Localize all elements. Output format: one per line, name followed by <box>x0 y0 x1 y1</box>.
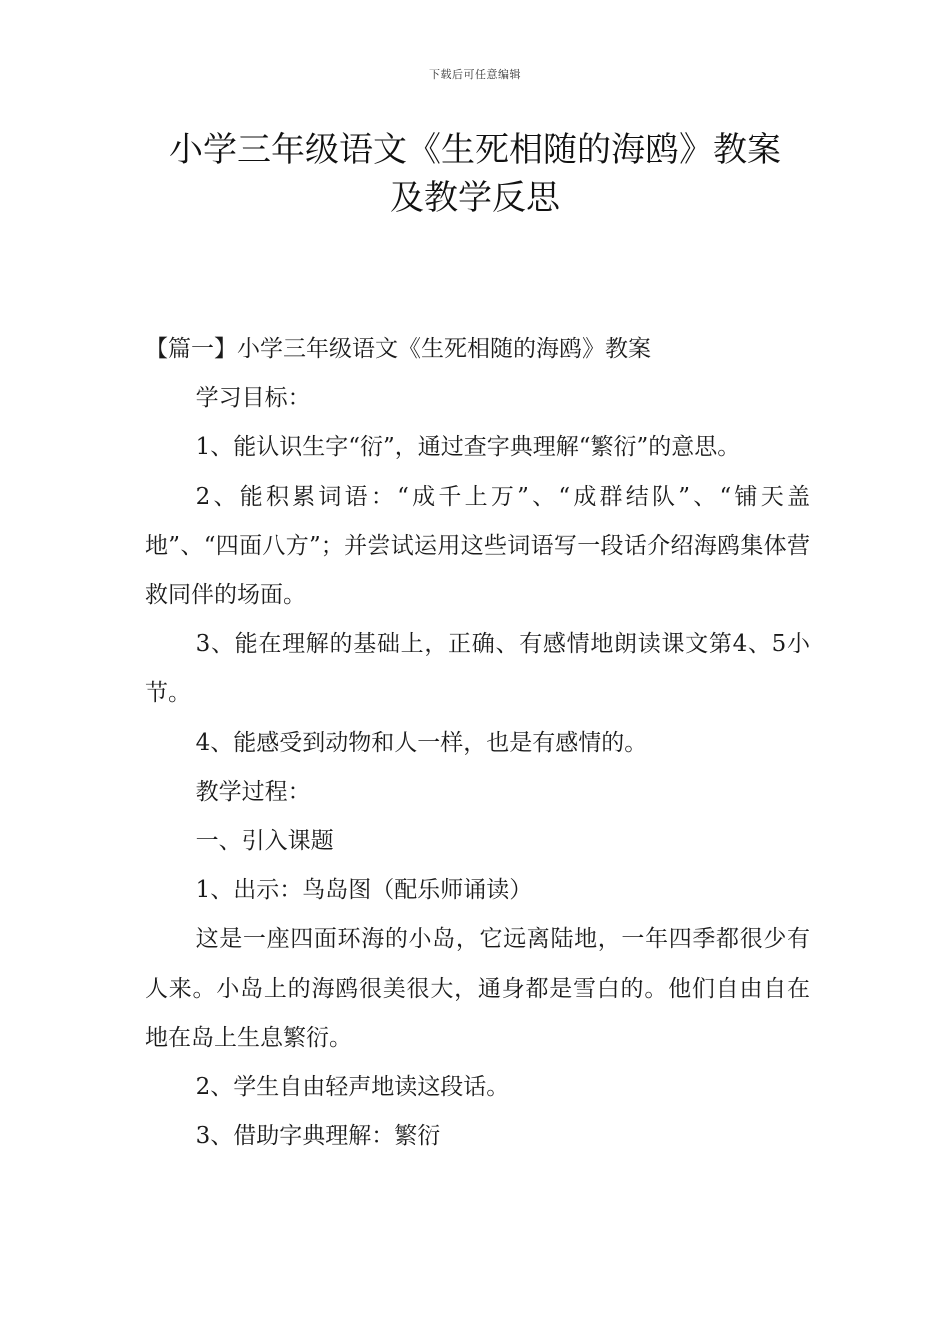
paragraph-goal-4: 4、能感受到动物和人一样，也是有感情的。 <box>195 729 648 756</box>
header-note: 下载后可任意编辑 <box>429 68 521 81</box>
section-heading: 【篇一】小学三年级语文《生死相随的海鸥》教案 <box>145 336 651 362</box>
paragraph-learning-goals-label: 学习目标： <box>195 385 311 412</box>
paragraph-island-description: 这是一座四面环海的小岛，它远离陆地，一年四季都很少有人来。小岛上的海鸥很美很大，通身都是雪白的。他们自由自在地在岛上生息繁衍。 <box>145 926 810 1051</box>
paragraph-goal-3: 3、能在理解的基础上，正确、有感情地朗读课文第4、5小节。 <box>145 631 810 707</box>
paragraph-step-1: 1、出示：鸟岛图（配乐师诵读） <box>195 877 533 904</box>
paragraph-step-2: 2、学生自由轻声地读这段话。 <box>195 1074 510 1101</box>
paragraph-process-label: 教学过程： <box>195 778 311 805</box>
document-title <box>0 126 950 222</box>
document-body <box>145 325 810 1161</box>
paragraph-step-intro: 一、引入课题 <box>195 828 334 855</box>
paragraph-step-3: 3、借助字典理解：繁衍 <box>195 1123 441 1150</box>
paragraph-goal-2: 2、能积累词语：“成千上万”、“成群结队”、“铺天盖地”、“四面八方”；并尝试运用这些词语写一段话介绍海鸥集体营救同伴的场面。 <box>145 483 810 609</box>
paragraph-goal-1: 1、能认识生字“衍”，通过查字典理解“繁衍”的意思。 <box>195 434 741 461</box>
title-line-1: 小学三年级语文《生死相随的海鸥》教案 <box>169 130 781 170</box>
title-line-2: 及教学反思 <box>390 178 560 218</box>
